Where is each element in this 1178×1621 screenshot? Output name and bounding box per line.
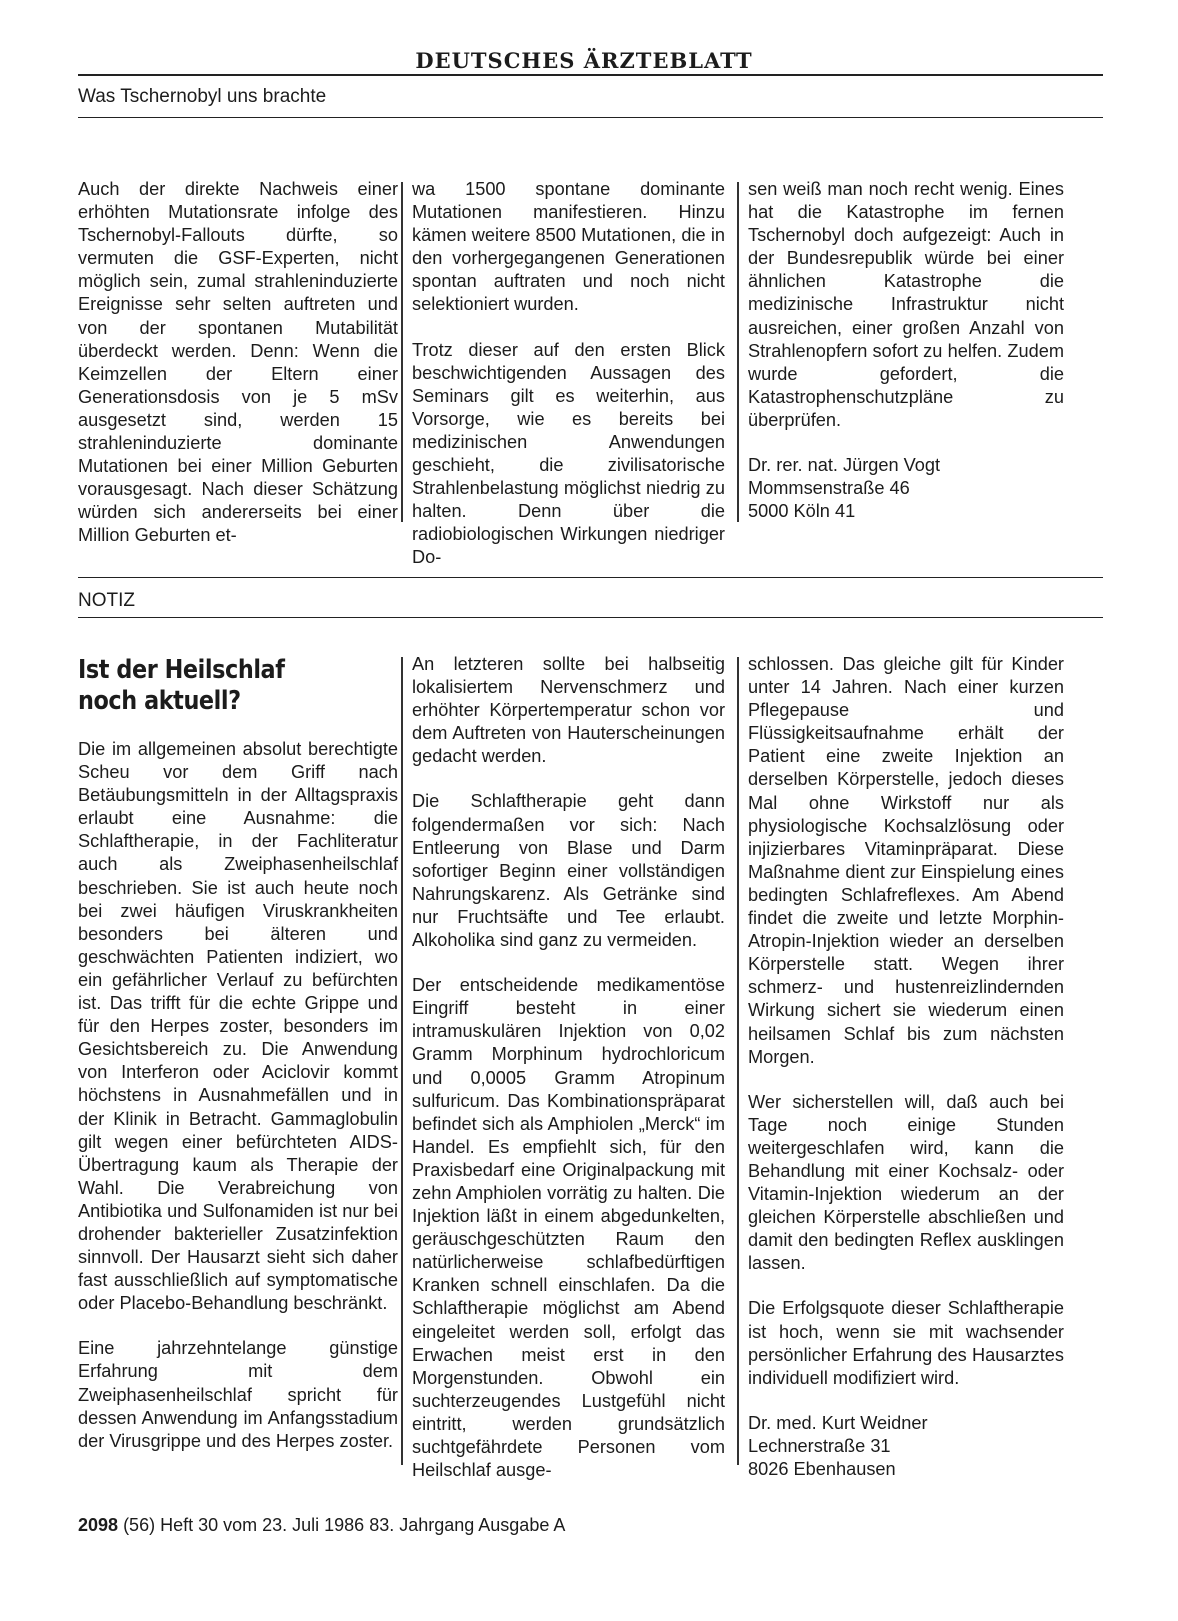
header-rule-bottom	[78, 117, 1103, 118]
notiz-rule-bottom	[78, 617, 1103, 618]
paragraph: Die Schlaftherapie geht dann folgendermaßen vor sich: Nach Entleerung von Blase und Darm sofortiger Beginn einer vollständigen Nahrungskarenz. Als Getränke sind nur Fruchtsäfte und Tee erlaubt. Alkoholika sind ganz zu vermeiden.	[412, 791, 725, 951]
heading-line-2: noch aktuell?	[78, 686, 241, 716]
paragraph: Wer sicherstellen will, daß auch bei Tage noch einige Stunden weitergeschlafen wird, kann die Behandlung mit einer Kochsalz- oder Vitamin-Injektion wiederum an der gleichen Körperstelle abschließen und damit den bedingten Reflex ausklingen lassen.	[748, 1091, 1064, 1274]
author-street: Mommsenstraße 46	[748, 478, 910, 499]
author-street: Lechnerstraße 31	[748, 1435, 891, 1456]
author-signature	[748, 454, 1064, 523]
paragraph: Die Erfolgsquote dieser Schlaftherapie ist hoch, wenn sie mit wachsender persönlicher Erfahrung des Hausarztes individuell modifiziert wird.	[748, 1298, 1064, 1388]
notiz-column-2	[412, 653, 725, 1504]
paragraph: An letzteren sollte bei halbseitig lokalisiertem Nervenschmerz und erhöhter Körpertemperatur schon vor dem Auftreten von Hauterscheinungen gedacht werden.	[412, 654, 725, 767]
author-city: 5000 Köln 41	[748, 501, 856, 522]
paragraph: Trotz dieser auf den ersten Blick beschwichtigenden Aussagen des Seminars gilt es weiterhin, aus Vorsorge, wie es bereits bei medizinischen Anwendungen geschieht, die zivilisatorische Strahlenbelastung möglichst niedrig zu halten. Denn über die radiobiologischen Wirkungen niedriger Do-	[412, 339, 725, 568]
heading-line-1: Ist der Heilschlaf	[78, 655, 285, 685]
notiz-column-3	[748, 653, 1064, 1481]
paragraph: wa 1500 spontane dominante Mutationen manifestieren. Hinzu kämen weitere 8500 Mutationen, die in den vorhergegangenen Generationen spontan auftraten und noch nicht selektioniert wurden.	[412, 179, 725, 315]
article1-column-2	[412, 178, 725, 592]
section-title: Was Tschernobyl uns brachte	[78, 86, 327, 107]
article-heading	[78, 655, 353, 717]
masthead: DEUTSCHES ÄRZTEBLATT	[415, 48, 753, 73]
article1-column-1	[78, 178, 398, 570]
author-signature	[748, 1412, 1064, 1481]
paragraph: Der entscheidende medikamentöse Eingriff besteht in einer intramuskulären Injektion von 0,02 Gramm Morphinum hydrochloricum und 0,0005 Gramm Atropinum sulfuricum. Das Kombinationspräparat befindet sich als Amphiolen „Merck“ im Handel. Es empfiehlt sich, für den Praxisbedarf eine Originalpackung mit zehn Amphiolen vorrätig zu halten. Die Injektion läßt in einem abgedunkelten, geräuschgeschützten Raum den natürlicherweise schlafbedürftigen Kranken schnell einschlafen. Da die Schlaftherapie möglichst am Abend eingeleitet werden soll, erfolgt das Erwachen meist erst in den Morgenstunden. Obwohl ein suchterzeugendes Lustgefühl nicht eintritt, werden grundsätzlich suchtgefährdete Personen vom Heilschlaf ausge-	[412, 975, 725, 1481]
column-divider	[737, 657, 739, 1465]
header-rule-top	[78, 74, 1103, 76]
issue-info: (56) Heft 30 vom 23. Juli 1986 83. Jahrgang Ausgabe A	[123, 1515, 566, 1535]
author-city: 8026 Ebenhausen	[748, 1459, 896, 1479]
notiz-column-1	[78, 655, 398, 1475]
column-divider	[737, 182, 739, 522]
paragraph: Die im allgemeinen absolut berechtigte Scheu vor dem Griff nach Betäubungsmitteln in der Alltagspraxis erlaubt eine Ausnahme: die Schlaftherapie, in der Fachliteratur auch als Zweiphasenheilschlaf beschrieben. Sie ist auch heute noch bei zwei häufigen Viruskrankheiten besonders bei älteren und geschwächten Patienten indiziert, wo ein gefährlicher Verlauf zu befürchten ist. Das trifft für die echte Grippe und für den Herpes zoster, besonders im Gesichtsbereich zu. Die Anwendung von Interferon oder Aciclovir kommt höchstens in Ausnahmefällen und in der Klinik in Betracht. Gammaglobulin gilt wegen einer befürchteten AIDS-Übertragung kaum als Therapie der Wahl. Die Verabreichung von Antibiotika und Sulfonamiden ist nur bei drohender bakterieller Zusatzinfektion sinnvoll. Der Hausarzt sieht sich daher fast ausschließlich auf symptomatische oder Placebo-Behandlung beschränkt.	[78, 739, 398, 1314]
author-name: Dr. med. Kurt Weidner	[748, 1412, 928, 1433]
paragraph: Auch der direkte Nachweis einer erhöhten Mutationsrate infolge des Tschernobyl-Fallouts dürfte, so vermuten die GSF-Experten, nicht möglich sein, zumal strahleninduzierte Ereignisse sehr selten auftreten und von der spontanen Mutabilität überdeckt werden. Denn: Wenn die Keimzellen der Eltern einer Generationsdosis von je 5 mSv ausgesetzt sind, werden 15 strahleninduzierte dominante Mutationen bei einer Million Geburten vorausgesagt. Nach dieser Schätzung würden sich andererseits bei einer Million Geburten et-	[78, 179, 398, 546]
paragraph: sen weiß man noch recht wenig. Eines hat die Katastrophe im fernen Tschernobyl doch aufgezeigt: Auch in der Bundesrepublik würde bei einer ähnlichen Katastrophe die medizinische Infrastruktur nicht ausreichen, einer großen Anzahl von Strahlenopfern sofort zu helfen. Zudem wurde gefordert, die Katastrophenschutzpläne zu überprüfen.	[748, 179, 1064, 430]
column-divider	[401, 657, 403, 1465]
page-footer	[78, 1515, 565, 1536]
paragraph: Eine jahrzehntelange günstige Erfahrung mit dem Zweiphasenheilschlaf spricht für dessen Anwendung im Anfangsstadium der Virusgrippe und des Herpes zoster.	[78, 1338, 398, 1451]
paragraph: schlossen. Das gleiche gilt für Kinder unter 14 Jahren. Nach einer kurzen Pflegepause und Flüssigkeitsaufnahme erhält der Patient eine zweite Injektion an derselben Körperstelle, jedoch dieses Mal ohne Wirkstoff nur als physiologische Kochsalzlösung oder injizierbares Vitaminpräparat. Diese Maßnahme dient zur Einspielung eines bedingten Schlafreflexes. Am Abend findet die zweite und letzte Morphin-Atropin-Injektion wieder an derselben Körperstelle statt. Wegen ihrer schmerz- und hustenreizlindernden Wirkung sichert sie wiederum einen heilsamen Schlaf bis zum nächsten Morgen.	[748, 654, 1064, 1067]
article1-column-3	[748, 178, 1064, 523]
column-divider	[401, 182, 403, 522]
page-number: 2098	[78, 1515, 119, 1535]
notiz-rule-top	[78, 577, 1103, 578]
author-name: Dr. rer. nat. Jürgen Vogt	[748, 455, 941, 476]
notiz-label: NOTIZ	[78, 590, 135, 611]
